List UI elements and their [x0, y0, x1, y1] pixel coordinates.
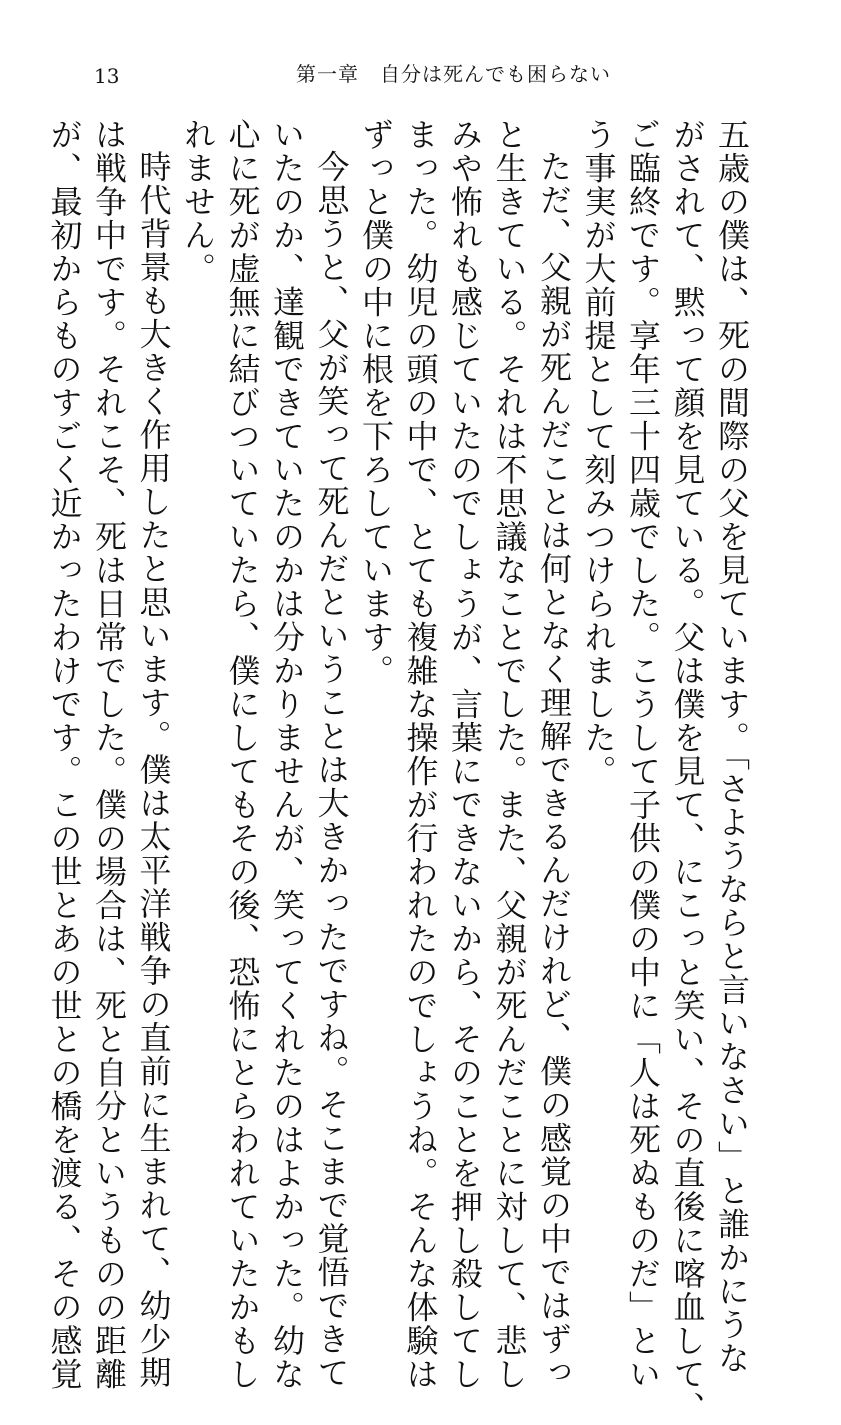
text-column: がされて、黙って顔を見ている。父は僕を見て、にこっと笑い、その直後に喀血して、 — [668, 118, 707, 1425]
body-text — [45, 118, 754, 1425]
text-column: 今思うと、父が笑って死んだということは大きかったですね。そこまで覚悟できて — [312, 150, 351, 1390]
text-column: う事実が大前提として刻みつけられました。 — [579, 118, 618, 788]
text-column: 心に死が虚無に結びついていたら、僕にしてもその後、恐怖にとらわれていたかもし — [223, 118, 262, 1391]
text-column: 五歳の僕は、死の間際の父を見ています。「さようならと言いなさい」と誰かにうな — [713, 118, 751, 1375]
text-column: と生きている。それは不思議なことでした。また、父親が死んだことに対して、悲し — [490, 118, 529, 1391]
text-column: ただ、父親が死んだことは何となく理解できるんだけれど、僕の感覚の中ではずっ — [535, 150, 573, 1390]
text-column: ずっと僕の中に根を下ろしています。 — [357, 118, 395, 688]
text-column: いたのか、達観できていたのかは分かりませんが、笑ってくれたのはよかった。幼な — [268, 118, 306, 1391]
text-column: みや怖れも感じていたのでしょうが、言葉にできないから、そのことを押し殺してし — [446, 118, 484, 1391]
running-header: 第一章 自分は死んでも困らない — [296, 62, 611, 86]
page-number: 13 — [94, 64, 120, 88]
text-column: れません。 — [179, 118, 217, 286]
text-column: が、最初からものすごく近かったわけです。この世とあの世との橋を渡る、その感覚 — [45, 118, 84, 1391]
text-column: ご臨終です。享年三十四歳でした。こうして子供の僕の中に「人は死ぬものだ」とい — [624, 118, 662, 1391]
text-column: 時代背景も大きく作用したと思います。僕は太平洋戦争の直前に生まれて、幼少期 — [134, 150, 173, 1390]
text-column: まった。幼児の頭の中で、とても複雑な操作が行われたのでしょうね。そんな体験は — [401, 118, 440, 1391]
text-column: は戦争中です。それこそ、死は日常でした。僕の場合は、死と自分というものの距離 — [90, 118, 128, 1391]
